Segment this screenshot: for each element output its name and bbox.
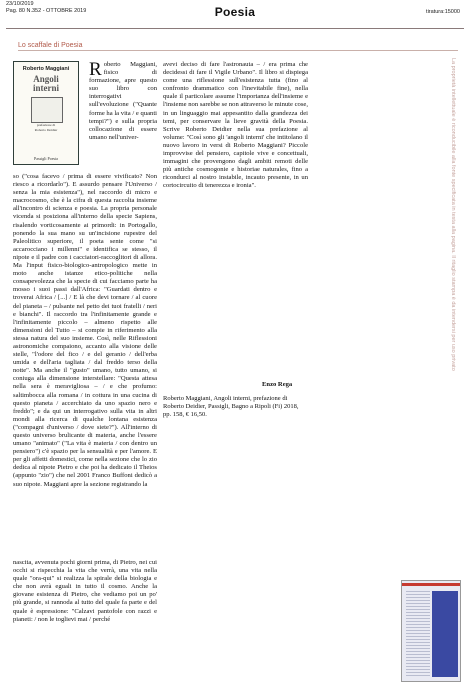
- section-rule: [18, 50, 458, 51]
- cover-preface: prefazione di Roberto Deidier: [34, 123, 58, 132]
- page-thumbnail: [401, 580, 461, 682]
- section-title: Lo scaffale di Poesia: [18, 42, 83, 49]
- cover-title: [14, 75, 78, 93]
- date-text: 23/10/2019: [6, 1, 34, 7]
- article-text-2: avevi deciso di fare l'astronauta – / era prima che decidessi di fare il Vigile Urbano". Il libro si dispiega come una riflessione sull'esistenza tutta (fino al confronto drammatico con l'inevitabile fine), nella quale il particolare assume l'importanza dell'insieme e l'insieme non sarebbe se non attraverso le minute cose, in un linguaggio mai appesantito dalla grandezza dei temi, per conservare la lieve gravità della Poesia. Scrive Roberto Deidier nella sua prefazione al volume: "Così sono gli 'angoli interni' che intitolano il nuovo lavoro in versi di Roberto Maggiani? Piccole improvvise del pensiero, capitole vive e concettuali, immagini che provengono dagli ambiti remoti delle più antiche cosmogonie e historiae naturales, fino a ricondurci al nostro instabile, incauto presente, in un cortocircuito di tenerezza e ironia".: [163, 61, 308, 190]
- cover-title-line1: Angoli: [33, 74, 59, 84]
- article-text-1a: oberto Maggiani, fisico di formazione, apre questo suo libro con interrogativi sull'evoluzione ("Quante forme ha la vita / e quanti tempi?") e sulla propria collocazione di essere umano nell'univer-: [89, 61, 157, 141]
- thumbnail-text-block: [406, 591, 430, 677]
- cover-publisher: Passigli Poesia: [34, 156, 58, 161]
- masthead: Poesia: [214, 5, 256, 19]
- article-column-1: [13, 173, 157, 489]
- thumbnail-header-bar: [402, 583, 460, 586]
- copyright-text: La proprietà intellettuale è riconducibile alla fonte specificata in testa alla pagina. Il ritaglio stampa è da intendersi per uso privato: [450, 58, 456, 371]
- header-rule: [6, 28, 464, 29]
- bibliographic-note: Roberto Maggiani, Angoli interni, prefazione di Roberto Deidier, Passigli, Bagno a Ripoli (Fi) 2018, pp. 158, € 16,50.: [163, 395, 299, 418]
- article-column-1-bottom: [13, 559, 157, 624]
- page-info: Pag. 80 N.352 - OTTOBRE 2019: [6, 7, 87, 14]
- article-text-1b: so ("cosa facevo / prima di essere vivificato? Non riesco a ricordarlo"). E assurdo pensare l'Universo / senza la mia esistenza"), nel raccordo di micro e macrocosmo, che è la cifra di questa raccolta insieme all'incontro di scienza e poesia. La propria personale vicenda si posiziona all'interno della specie Sapiens, risalendo vorticosamente ai primordi: in Portogallo, ponendo la sua mano su un'incisione rupestre del Paleolitico superiore, il poeta sente come "si accarocciano i millenni" e identifica se stesso, il nipote e il padre con i cacciatori-raccoglitori di allora. Ma l'input fisico-biologico-antropologico mette in moto anche istanze etico-politiche nella consapevolezza che la specie di cui facciamo parte ha mosso i suoi passi dall'Africa: "Guardati dentro e troverai Africa / [...] / E là che devi tornare / al cuore del pianeta – / pulsante nel petto dei tuoi fratelli / neri e bianchi". Il raccordo tra l'infinitamente grande e l'infinitamente piccolo – almeno rispetto alle dimensioni del Tutto – si compie in riferimento alla stessa natura del suo insieme. Così, nelle Riflessioni astronomiche compaiono, accanto alla visione delle stelle, "l'odore del fico / e del geranio / dell'erba umida e dell'aria tagliata / dal freddo terso della notte". Ma anche il "gusto" umano, tutto umano, si coniuga alla dimensione interstellare: "Questa attesa nella sera è meravigliosa – / e che profumo: saltimbocca alla romana / in cottura in una cucina di questo pianeta / accerchiato da uno spazio nero e freddo"; e da qui un interrogativo sulla vita in altri mondi alla ricerca di qualche lontana esistenza ("compagni d'universo / dove siete?"). All'interno di questo universo brulicante di materia, anche l'essere umano "animato" ("La vita è materia / con dentro un pensiero") c'è spazio per la sensualità e per l'amore. E per gli affetti domestici, come nella sezione che lo zio dedica al nipote Pietro e che poi ha dedicato il Theios (appunto "zio") che nel 2001 Franco Buffoni dedicò a suo nipote. Maggiani apre la sezione registrando la: [13, 173, 157, 488]
- cover-illustration: [31, 97, 63, 123]
- author-signature: Enzo Rega: [262, 381, 293, 388]
- article-text-1c: nascita, avvenuta pochi giorni prima, di Pietro, nei cui occhi si rispecchia la vita che verrà, una vita nella quale "ora-qui" si realizza la spirale della biologia e che non avrà eguali in tutto il cosmo. Anche la giovane esistenza di Pietro, che vediamo poi un po' più grande, si rannoda al tutto del quale fa parte e del quale è espressione: "Calzavi pantofole con razzi e pianeti: / non le toglievi mai / perché: [13, 559, 157, 623]
- copyright-sidebar: [445, 58, 467, 478]
- dropcap: R: [89, 59, 102, 80]
- cover-title-line2: interni: [33, 83, 59, 93]
- book-cover-image: [13, 61, 79, 165]
- thumbnail-blue-block: [432, 591, 458, 677]
- article-column-1-top: [89, 61, 157, 142]
- tiratura: tiratura:15000: [426, 9, 460, 15]
- cover-author: Roberto Maggiani: [22, 66, 70, 72]
- article-opening: [89, 61, 157, 142]
- article-column-2: [163, 61, 308, 191]
